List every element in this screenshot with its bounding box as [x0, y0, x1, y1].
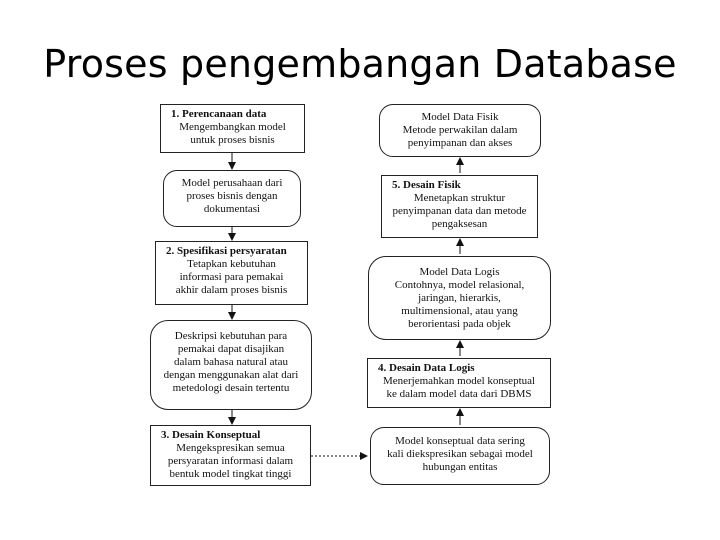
step-box-spesifikasi-persyaratan — [155, 241, 308, 305]
step-title: 3. Desain Konseptual — [161, 429, 261, 441]
output-box-model-perusahaan — [163, 170, 301, 227]
output-text: jaringan, hierarkis, — [418, 292, 501, 304]
output-box-model-konseptual — [370, 427, 550, 485]
output-text: Model perusahaan dari — [181, 177, 283, 189]
step-box-desain-fisik — [381, 175, 538, 238]
output-box-model-data-fisik — [379, 104, 541, 157]
output-text: pemakai dapat disajikan — [177, 343, 285, 355]
step-text: Menerjemahkan model konseptual — [382, 375, 536, 387]
output-text: multimensional, atau yang — [401, 305, 518, 317]
step-text: pengaksesan — [431, 218, 488, 230]
step-text: informasi para pemakai — [179, 271, 284, 283]
step-text: bentuk model tingkat tinggi — [169, 468, 292, 480]
step-text: penyimpanan data dan metode — [392, 205, 527, 217]
output-text: Metode perwakilan dalam — [402, 124, 518, 136]
step-box-perencanaan-data — [160, 104, 305, 153]
step-title: 1. Perencanaan data — [171, 108, 267, 120]
step-title: 5. Desain Fisik — [392, 179, 461, 191]
output-text: Model Data Fisik — [421, 111, 499, 123]
step-text: ke dalam model data dari DBMS — [386, 388, 532, 400]
output-box-model-data-logis — [368, 256, 551, 340]
step-text: Menetapkan struktur — [413, 192, 506, 204]
output-text: proses bisnis dengan — [186, 190, 278, 202]
step-text: persyaratan informasi dalam — [167, 455, 294, 467]
output-text: Deskripsi kebutuhan para — [174, 330, 288, 342]
step-text: akhir dalam proses bisnis — [175, 284, 288, 296]
output-box-deskripsi-kebutuhan — [150, 320, 312, 410]
step-title: 4. Desain Data Logis — [378, 362, 475, 374]
output-text: hubungan entitas — [422, 461, 498, 473]
slide-title: Proses pengembangan Database — [43, 42, 677, 86]
step-box-desain-konseptual — [150, 425, 311, 486]
output-text: dengan menggunakan alat dari — [163, 369, 299, 381]
output-text: Model konseptual data sering — [395, 435, 525, 447]
output-text: kali diekspresikan sebagai model — [387, 448, 533, 460]
step-text: Tetapkan kebutuhan — [187, 258, 276, 270]
step-box-desain-data-logis — [367, 358, 551, 408]
step-text: Mengembangkan model — [179, 121, 286, 133]
output-text: dokumentasi — [203, 203, 261, 215]
step-text: untuk proses bisnis — [190, 134, 275, 146]
output-text: penyimpanan dan akses — [407, 137, 513, 149]
output-text: berorientasi pada objek — [408, 318, 511, 330]
step-title: 2. Spesifikasi persyaratan — [166, 245, 287, 257]
output-text: dalam bahasa natural atau — [174, 356, 288, 368]
step-text: Mengekspresikan semua — [176, 442, 285, 454]
output-text: metedologi desain tertentu — [172, 382, 290, 394]
output-text: Contohnya, model relasional, — [394, 279, 525, 291]
output-text: Model Data Logis — [419, 266, 500, 278]
